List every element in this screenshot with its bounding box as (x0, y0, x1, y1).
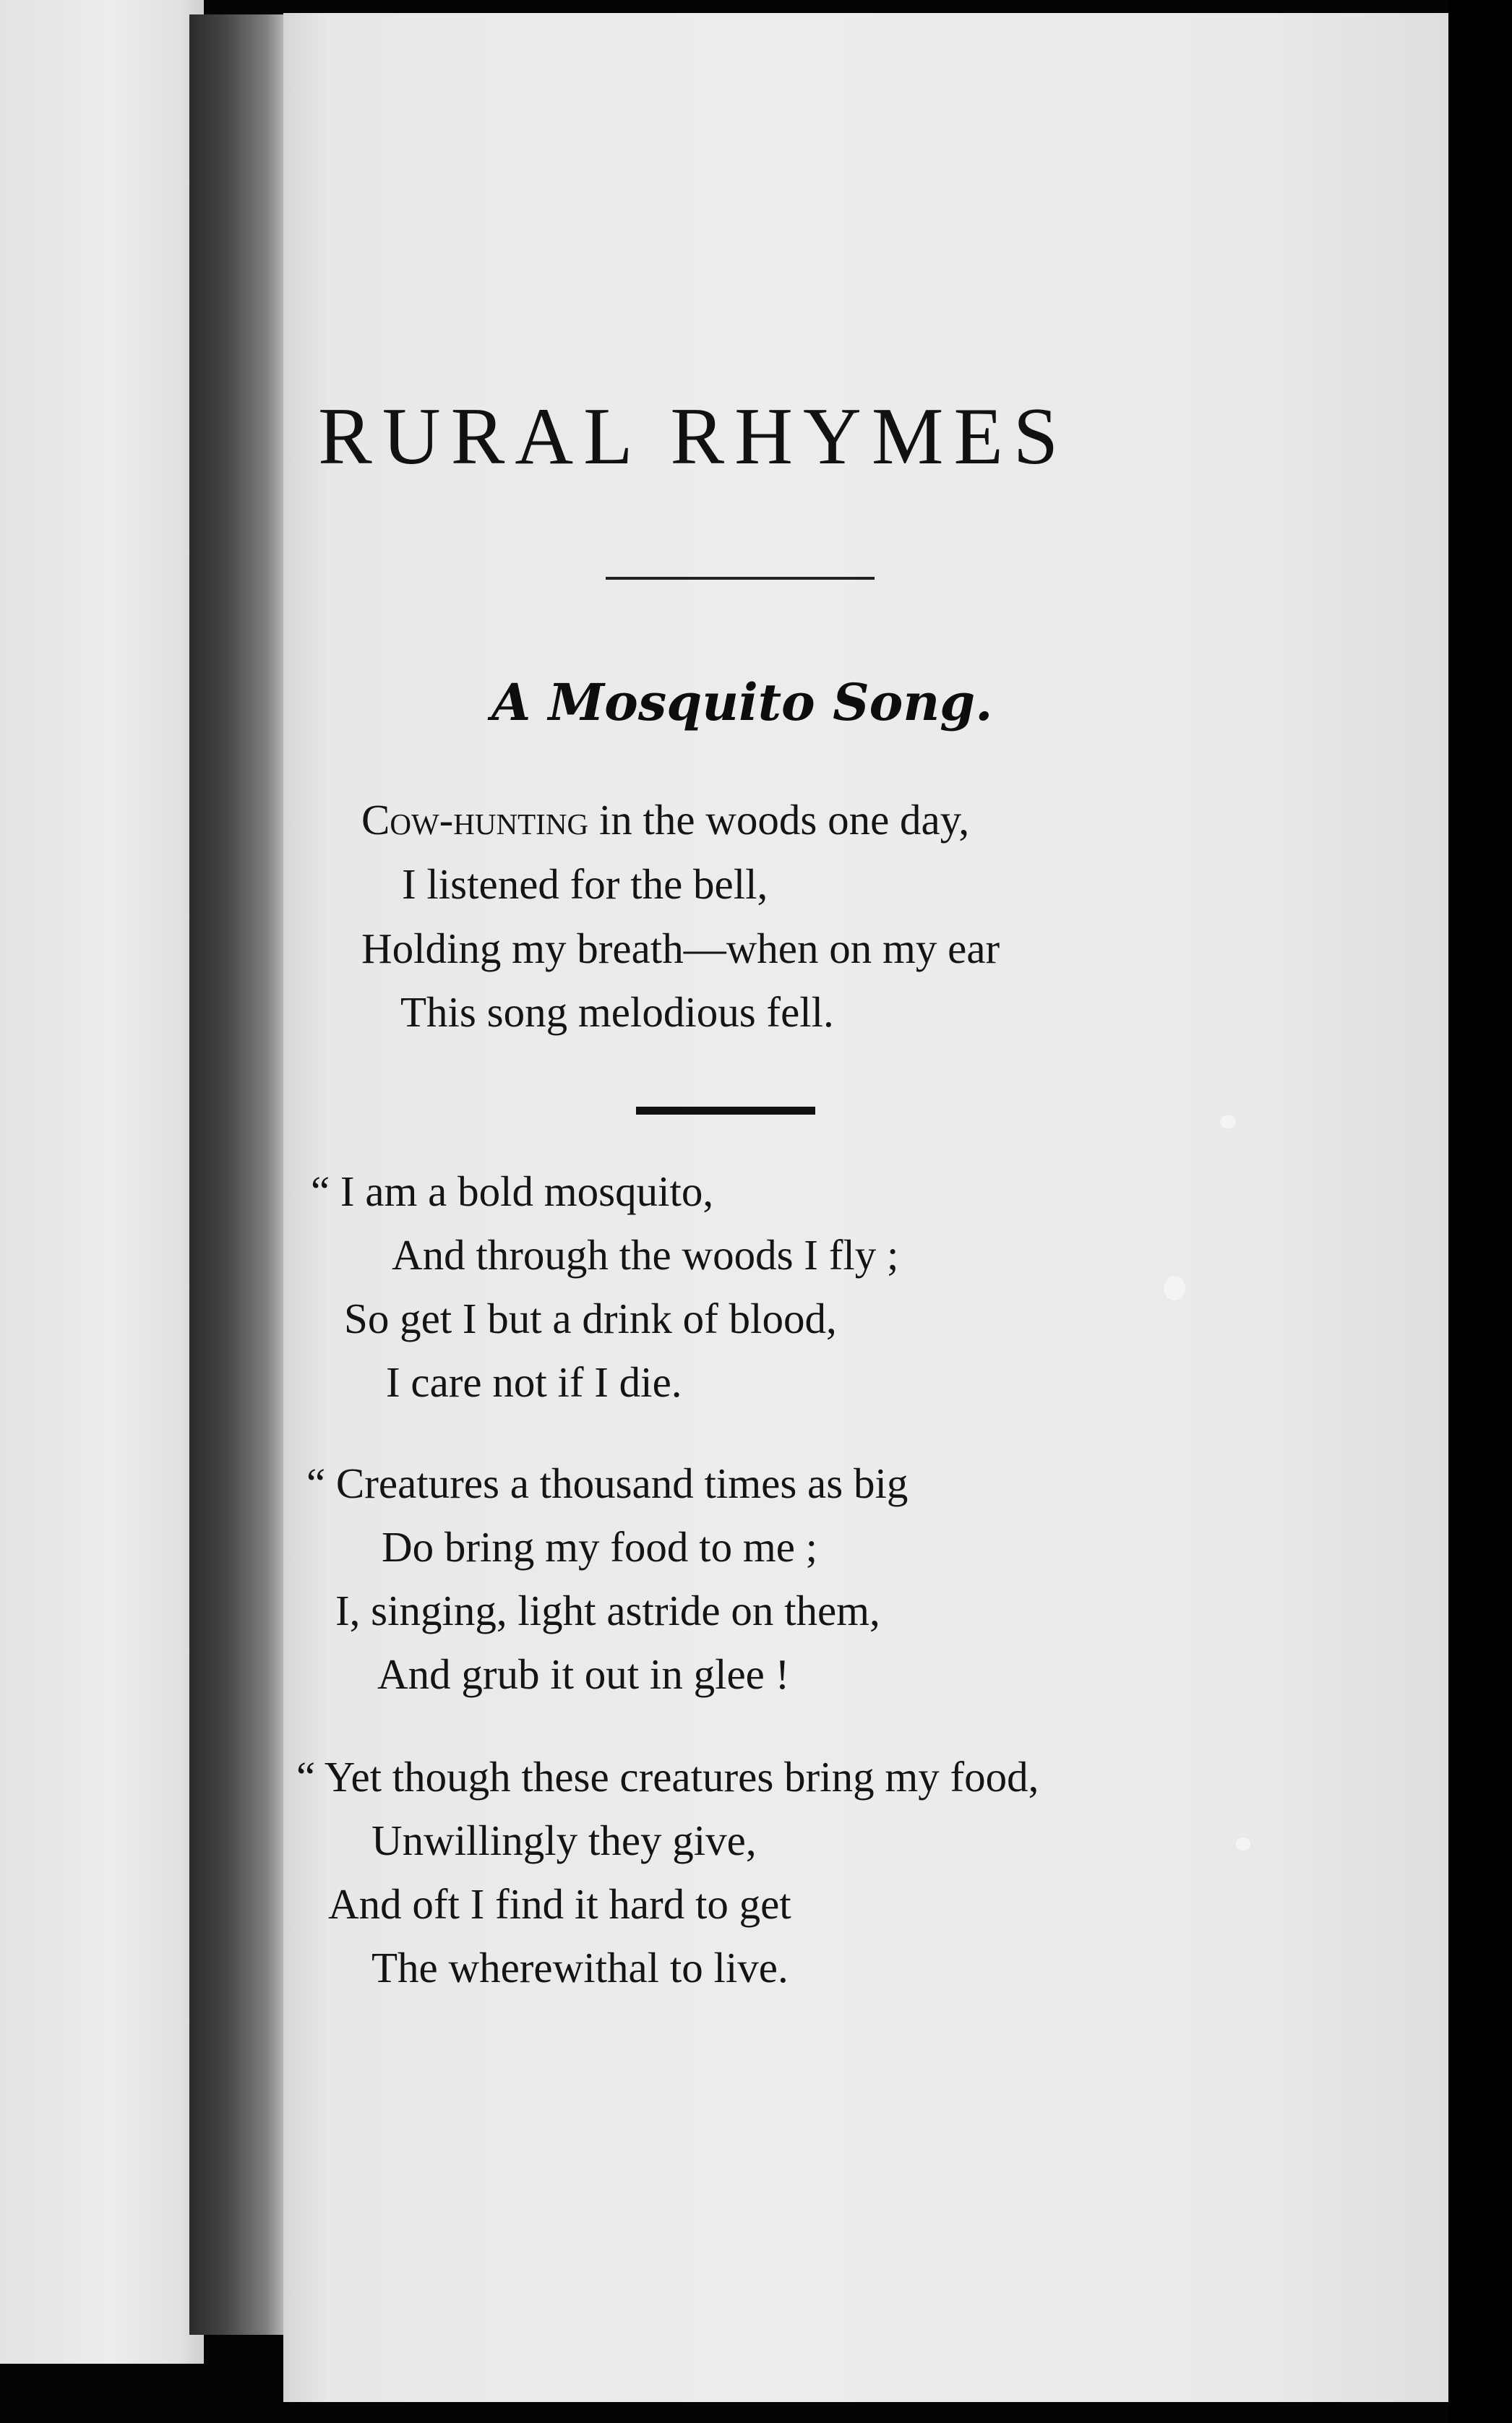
poem-title: A Mosquito Song. (491, 672, 993, 732)
verse-line: The wherewithal to live. (371, 1944, 789, 1991)
title-divider (606, 577, 875, 580)
left-page (0, 0, 204, 2364)
verse-line: And grub it out in glee ! (377, 1650, 790, 1698)
verse-line (361, 788, 1301, 852)
verse-line: This song melodious fell. (400, 988, 834, 1036)
verse-line: Do bring my food to me ; (382, 1523, 818, 1571)
verse-line: I listened for the bell, (402, 860, 768, 908)
verse-line: “ Yet though these creatures bring my food, (296, 1753, 1039, 1801)
verse-line: I care not if I die. (386, 1358, 682, 1406)
verse-line: “ Creatures a thousand times as big (306, 1459, 909, 1507)
stanza-2 (306, 1451, 1246, 1706)
verse-line: Unwillingly they give, (371, 1817, 757, 1864)
scan-border (1448, 0, 1512, 2423)
intro-stanza (361, 788, 1301, 1044)
paper-speck (1220, 1115, 1236, 1128)
small-caps-lead: Cow-hunting (361, 796, 589, 844)
verse-line-text: in the woods one day, (588, 796, 970, 844)
paper-speck (1236, 1837, 1250, 1851)
stanza-1 (311, 1159, 1250, 1414)
book-gutter (189, 14, 291, 2335)
verse-line: Holding my breath—when on my ear (361, 925, 1000, 972)
verse-line: So get I but a drink of blood, (344, 1295, 837, 1342)
stanza-divider (636, 1107, 815, 1115)
verse-line: “ I am a bold mosquito, (311, 1167, 714, 1215)
verse-line: I, singing, light astride on them, (335, 1587, 880, 1634)
verse-line: And through the woods I fly ; (392, 1231, 899, 1279)
verse-line: And oft I find it hard to get (328, 1880, 791, 1928)
stanza-3 (296, 1745, 1236, 1999)
book-title: RURAL RHYMES (318, 392, 1069, 481)
